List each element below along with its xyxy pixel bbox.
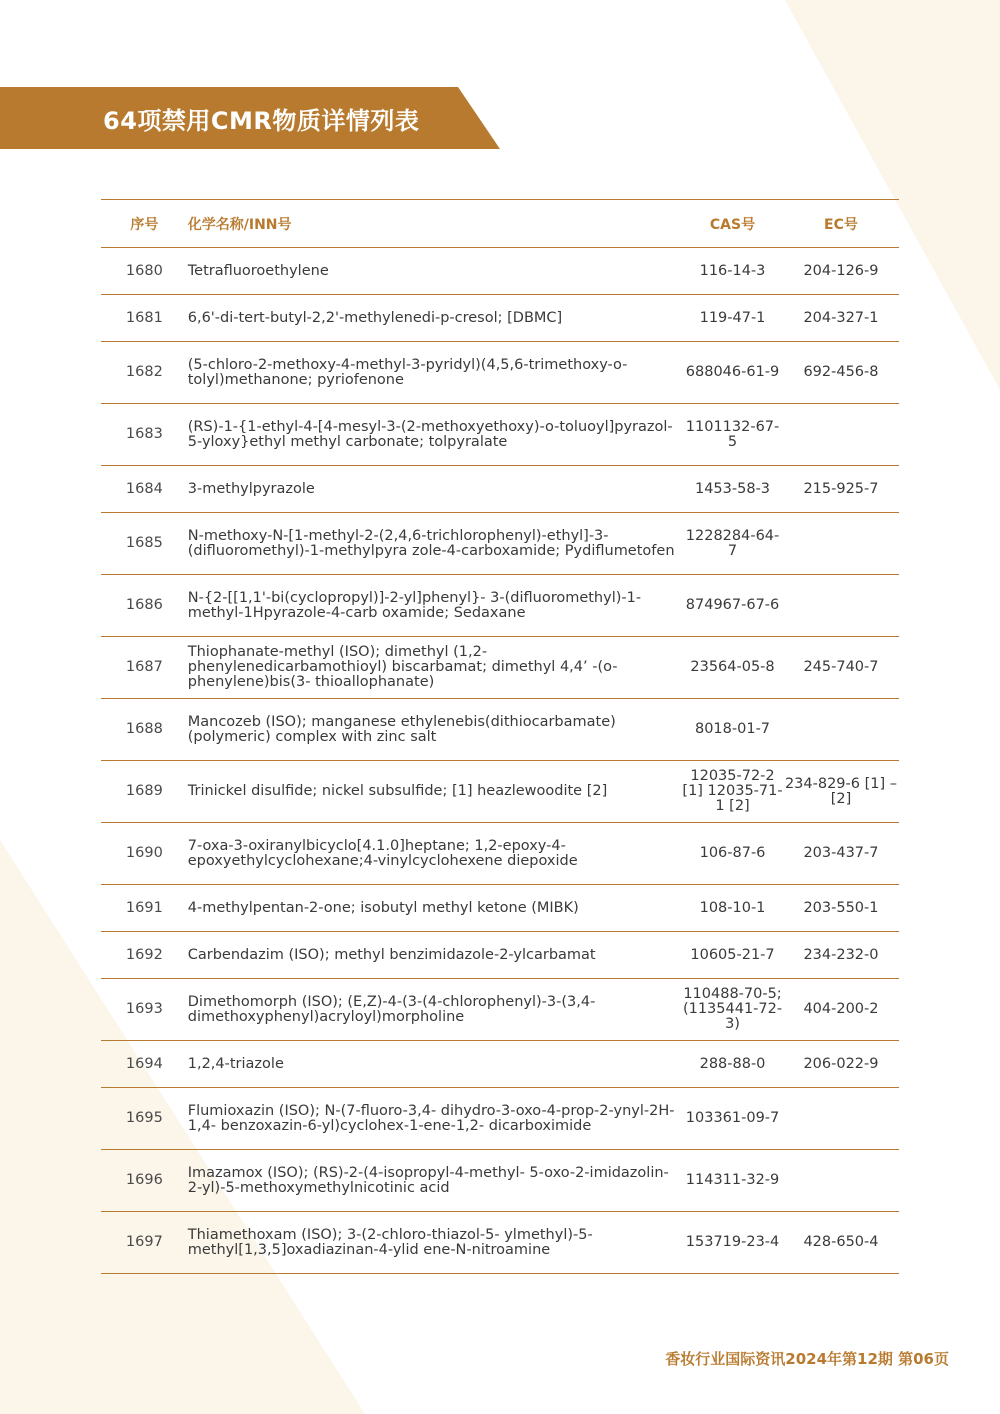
cell-cas: 103361-09-7 (682, 1088, 783, 1150)
cell-ec (783, 1150, 899, 1212)
cell-ec: 234-232-0 (783, 932, 899, 979)
cell-cas: 116-14-3 (682, 248, 783, 295)
page-title: 64项禁用CMR物质详情列表 (103, 107, 420, 135)
cell-ec: 245-740-7 (783, 637, 899, 699)
cell-cas: 1101132-67-5 (682, 404, 783, 466)
cell-name: 7-oxa-3-oxiranylbicyclo[4.1.0]heptane; 1,2-epoxy-4-epoxyethylcyclohexane;4-vinylcyclohexene diepoxide (188, 823, 682, 885)
cell-cas: 1228284-64-7 (682, 513, 783, 575)
cell-ec: 204-126-9 (783, 248, 899, 295)
cell-cas: 114311-32-9 (682, 1150, 783, 1212)
cell-name: Dimethomorph (ISO); (E,Z)-4-(3-(4-chlorophenyl)-3-(3,4-dimethoxyphenyl)acryloyl)morpholine (188, 979, 682, 1041)
table-row (101, 575, 899, 637)
table-row (101, 885, 899, 932)
table-row (101, 637, 899, 699)
cell-name: Flumioxazin (ISO); N-(7-fluoro-3,4- dihydro-3-oxo-4-prop-2-ynyl-2H-1,4- benzoxazin-6-yl)cyclohex-1-ene-1,2- dicarboximide (188, 1088, 682, 1150)
cell-no: 1694 (101, 1041, 188, 1088)
table-row (101, 979, 899, 1041)
cell-no: 1683 (101, 404, 188, 466)
cell-cas: 153719-23-4 (682, 1212, 783, 1274)
cmr-substance-table (101, 199, 899, 1274)
cell-cas: 1453-58-3 (682, 466, 783, 513)
cell-name: Imazamox (ISO); (RS)-2-(4-isopropyl-4-methyl- 5-oxo-2-imidazolin-2-yl)-5-methoxymethylnicotinic acid (188, 1150, 682, 1212)
cell-name: 1,2,4-triazole (188, 1041, 682, 1088)
cell-cas: 108-10-1 (682, 885, 783, 932)
cell-no: 1696 (101, 1150, 188, 1212)
cell-no: 1684 (101, 466, 188, 513)
table-row (101, 1088, 899, 1150)
table-row (101, 342, 899, 404)
cell-ec: 204-327-1 (783, 295, 899, 342)
cell-ec: 692-456-8 (783, 342, 899, 404)
cell-no: 1680 (101, 248, 188, 295)
cell-name: 4-methylpentan-2-one; isobutyl methyl ketone (MIBK) (188, 885, 682, 932)
footer-page-info: 香妆行业国际资讯2024年第12期 第06页 (665, 1350, 949, 1368)
cell-ec: 404-200-2 (783, 979, 899, 1041)
cell-no: 1682 (101, 342, 188, 404)
column-header-name: 化学名称/INN号 (188, 200, 682, 248)
cell-name: N-{2-[[1,1'-bi(cyclopropyl)]-2-yl]phenyl}- 3-(difluoromethyl)-1-methyl-1Hpyrazole-4-carb oxamide; Sedaxane (188, 575, 682, 637)
cell-no: 1695 (101, 1088, 188, 1150)
table-row (101, 932, 899, 979)
cell-cas: 23564-05-8 (682, 637, 783, 699)
table-row (101, 404, 899, 466)
cell-cas: 288-88-0 (682, 1041, 783, 1088)
cell-name: 6,6'-di-tert-butyl-2,2'-methylenedi-p-cresol; [DBMC] (188, 295, 682, 342)
cell-ec (783, 513, 899, 575)
cell-ec: 206-022-9 (783, 1041, 899, 1088)
cell-no: 1688 (101, 699, 188, 761)
table-row (101, 1212, 899, 1274)
table-header-row (101, 200, 899, 248)
cell-no: 1693 (101, 979, 188, 1041)
column-header-no: 序号 (101, 200, 188, 248)
cell-ec: 203-550-1 (783, 885, 899, 932)
cell-ec: 234-829-6 [1] – [2] (783, 761, 899, 823)
cell-name: (5-chloro-2-methoxy-4-methyl-3-pyridyl)(4,5,6-trimethoxy-o-tolyl)methanone; pyriofenone (188, 342, 682, 404)
column-header-ec: EC号 (783, 200, 899, 248)
table-row (101, 466, 899, 513)
cell-name: (RS)-1-{1-ethyl-4-[4-mesyl-3-(2-methoxyethoxy)-o-toluoyl]pyrazol-5-yloxy}ethyl methyl carbonate; tolpyralate (188, 404, 682, 466)
cell-name: Tetrafluoroethylene (188, 248, 682, 295)
cell-ec (783, 404, 899, 466)
table-row (101, 761, 899, 823)
cmr-substance-table-wrapper (101, 199, 899, 1274)
cell-no: 1687 (101, 637, 188, 699)
cell-cas: 12035-72-2 [1] 12035-71-1 [2] (682, 761, 783, 823)
table-row (101, 1041, 899, 1088)
cell-no: 1692 (101, 932, 188, 979)
cell-name: Thiophanate-methyl (ISO); dimethyl (1,2- phenylenedicarbamothioyl) biscarbamat; dimethyl 4,4’ -(o-phenylene)bis(3- thioallophanate) (188, 637, 682, 699)
cell-name: N-methoxy-N-[1-methyl-2-(2,4,6-trichlorophenyl)-ethyl]-3-(difluoromethyl)-1-methylpyra zole-4-carboxamide; Pydiflumetofen (188, 513, 682, 575)
cell-ec: 215-925-7 (783, 466, 899, 513)
cell-name: Trinickel disulfide; nickel subsulfide; [1] heazlewoodite [2] (188, 761, 682, 823)
table-row (101, 699, 899, 761)
cell-name: 3-methylpyrazole (188, 466, 682, 513)
cell-name: Thiamethoxam (ISO); 3-(2-chloro-thiazol-5- ylmethyl)-5-methyl[1,3,5]oxadiazinan-4-ylid ene-N-nitroamine (188, 1212, 682, 1274)
cell-no: 1686 (101, 575, 188, 637)
cell-cas: 8018-01-7 (682, 699, 783, 761)
table-row (101, 823, 899, 885)
cell-no: 1681 (101, 295, 188, 342)
column-header-cas: CAS号 (682, 200, 783, 248)
cell-name: Carbendazim (ISO); methyl benzimidazole-2-ylcarbamat (188, 932, 682, 979)
cell-ec (783, 575, 899, 637)
cell-cas: 106-87-6 (682, 823, 783, 885)
cell-cas: 119-47-1 (682, 295, 783, 342)
cell-cas: 10605-21-7 (682, 932, 783, 979)
cell-cas: 110488-70-5; (1135441-72-3) (682, 979, 783, 1041)
table-row (101, 295, 899, 342)
cell-no: 1691 (101, 885, 188, 932)
cell-ec: 428-650-4 (783, 1212, 899, 1274)
cell-no: 1690 (101, 823, 188, 885)
table-row (101, 1150, 899, 1212)
cell-name: Mancozeb (ISO); manganese ethylenebis(dithiocarbamate) (polymeric) complex with zinc salt (188, 699, 682, 761)
cell-ec (783, 699, 899, 761)
table-row (101, 513, 899, 575)
cell-no: 1697 (101, 1212, 188, 1274)
cell-cas: 688046-61-9 (682, 342, 783, 404)
cell-cas: 874967-67-6 (682, 575, 783, 637)
cell-no: 1689 (101, 761, 188, 823)
table-row (101, 248, 899, 295)
cell-ec (783, 1088, 899, 1150)
cell-no: 1685 (101, 513, 188, 575)
cell-ec: 203-437-7 (783, 823, 899, 885)
